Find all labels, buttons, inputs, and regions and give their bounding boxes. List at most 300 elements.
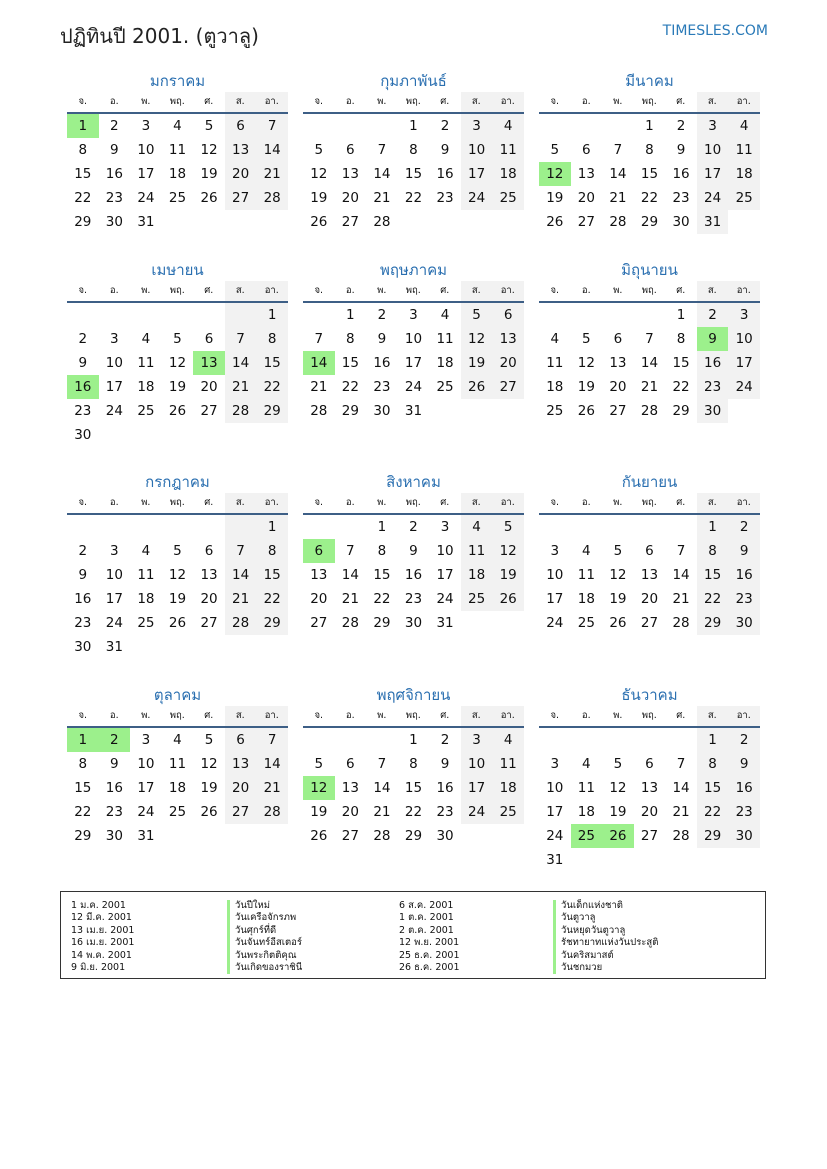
weekday-label: ส.: [697, 493, 729, 513]
day-cell: 21: [640, 379, 659, 395]
day-cell: 21: [256, 162, 288, 186]
weekday-label: ศ.: [676, 96, 686, 107]
month-name: สิงหาคม: [386, 473, 441, 491]
month-name: มิถุนายน: [621, 261, 678, 279]
weekday-label: พ.: [613, 285, 623, 296]
month-block: [67, 471, 288, 659]
day-cell: 20: [225, 162, 257, 186]
day-cell: 30: [105, 828, 123, 844]
empty-cell: [602, 515, 634, 539]
weekday-header: [67, 706, 288, 728]
empty-cell: [571, 848, 603, 872]
day-cell: 19: [310, 190, 328, 206]
legend-date: 6 ส.ค. 2001: [399, 900, 454, 911]
empty-cell: [67, 515, 99, 539]
day-cell: 16: [697, 351, 729, 375]
day-cell: 30: [105, 214, 123, 230]
legend-dates-left: [71, 900, 134, 974]
weekday-label: จ.: [550, 497, 560, 508]
weekday-label: อ.: [581, 497, 591, 508]
day-cell: 18: [137, 379, 155, 395]
weekday-label: อ.: [345, 96, 355, 107]
day-cell: 13: [341, 780, 359, 796]
day-cell: 22: [256, 375, 288, 399]
day-cell: 10: [137, 756, 155, 772]
weekday-label: ส.: [697, 92, 729, 112]
day-cell: 26: [492, 587, 524, 611]
empty-cell: [571, 515, 603, 539]
day-cell: 14: [373, 166, 391, 182]
month-name: มกราคม: [149, 72, 206, 90]
weekday-label: พฤ.: [641, 285, 657, 296]
legend-date: 12 มี.ค. 2001: [71, 912, 132, 924]
day-cell: 2: [99, 728, 131, 752]
day-cell: 6: [582, 142, 591, 158]
weekday-label: พ.: [141, 285, 151, 296]
day-cell: 2: [676, 118, 686, 134]
weekday-label: อา.: [492, 706, 524, 726]
day-cell: 23: [74, 403, 92, 419]
day-cell: 4: [173, 118, 182, 134]
month-block: [67, 684, 288, 848]
day-cell: 19: [200, 780, 218, 796]
day-cell: 25: [546, 403, 564, 419]
empty-cell: [225, 423, 257, 447]
legend-names-left: [227, 900, 302, 974]
day-cell: 8: [256, 327, 288, 351]
empty-cell: [492, 611, 524, 635]
day-cell: 19: [461, 351, 493, 375]
weekday-label: พฤ.: [169, 710, 185, 721]
legend-dates-right: [399, 900, 460, 974]
month-name: กรกฎาคม: [145, 473, 210, 491]
day-cell: 12: [168, 567, 187, 583]
month-block: [67, 70, 288, 234]
day-cell: 3: [550, 543, 560, 559]
day-cell: 7: [676, 756, 686, 772]
day-cell: 26: [602, 824, 634, 848]
empty-cell: [335, 515, 367, 539]
weekday-label: พ.: [377, 497, 387, 508]
weekday-label: อ.: [581, 710, 591, 721]
day-cell: 28: [640, 403, 659, 419]
day-cell: 4: [141, 331, 151, 347]
day-cell: 20: [310, 591, 328, 607]
weekday-label: อ.: [109, 285, 119, 296]
day-cell: 18: [728, 162, 760, 186]
legend-date: 9 มิ.ย. 2001: [71, 961, 126, 973]
empty-cell: [193, 515, 225, 539]
day-cell: 10: [404, 331, 423, 347]
weekday-label: ส.: [225, 281, 257, 301]
empty-cell: [634, 303, 666, 327]
day-cell: 27: [640, 615, 659, 631]
day-cell: 29: [373, 615, 391, 631]
day-grid: [303, 515, 524, 635]
day-cell: 1: [67, 728, 99, 752]
day-cell: 12: [310, 166, 328, 182]
legend-holiday-name: วันตูวาลู: [553, 912, 658, 924]
month-block: [539, 471, 760, 635]
day-cell: 10: [436, 543, 454, 559]
day-cell: 14: [373, 780, 391, 796]
day-cell: 28: [310, 403, 328, 419]
weekday-label: ส.: [225, 706, 257, 726]
day-cell: 8: [676, 331, 686, 347]
day-grid: [539, 728, 760, 872]
day-cell: 12: [461, 327, 493, 351]
day-cell: 14: [672, 780, 690, 796]
day-cell: 20: [609, 379, 627, 395]
day-cell: 2: [697, 303, 729, 327]
day-grid: [539, 114, 760, 234]
day-cell: 29: [256, 611, 288, 635]
day-cell: 3: [141, 118, 151, 134]
day-cell: 23: [672, 190, 690, 206]
day-cell: 27: [577, 214, 595, 230]
day-cell: 5: [173, 331, 182, 347]
empty-cell: [193, 423, 225, 447]
day-cell: 16: [74, 591, 92, 607]
day-cell: 13: [640, 567, 659, 583]
empty-cell: [461, 210, 493, 234]
legend-date: 26 ธ.ค. 2001: [399, 961, 460, 973]
weekday-label: อา.: [256, 493, 288, 513]
day-cell: 5: [173, 543, 182, 559]
weekday-header: [303, 493, 524, 515]
day-cell: 31: [137, 828, 155, 844]
day-cell: 17: [105, 591, 123, 607]
day-cell: 27: [341, 828, 359, 844]
day-cell: 4: [141, 543, 151, 559]
day-cell: 31: [546, 852, 564, 868]
day-cell: 2: [440, 732, 450, 748]
day-cell: 8: [409, 142, 418, 158]
day-cell: 25: [492, 186, 524, 210]
day-cell: 30: [74, 427, 92, 443]
day-cell: 28: [341, 615, 359, 631]
empty-cell: [193, 824, 225, 848]
day-cell: 11: [577, 780, 595, 796]
empty-cell: [602, 848, 634, 872]
day-cell: 17: [105, 379, 123, 395]
weekday-label: พฤ.: [641, 96, 657, 107]
empty-cell: [256, 423, 288, 447]
day-cell: 7: [346, 543, 355, 559]
day-cell: 26: [546, 214, 564, 230]
day-cell: 18: [461, 563, 493, 587]
day-cell: 5: [582, 331, 591, 347]
day-cell: 24: [105, 615, 123, 631]
weekday-label: อ.: [109, 710, 119, 721]
day-cell: 3: [697, 114, 729, 138]
day-cell: 28: [672, 615, 690, 631]
legend-holiday-name: วันชกมวย: [553, 962, 658, 974]
day-cell: 18: [436, 355, 454, 371]
day-cell: 12: [200, 756, 218, 772]
day-cell: 19: [492, 563, 524, 587]
day-cell: 29: [672, 403, 690, 419]
empty-cell: [193, 210, 225, 234]
day-cell: 11: [492, 752, 524, 776]
day-cell: 24: [105, 403, 123, 419]
day-cell: 4: [582, 756, 591, 772]
day-cell: 21: [256, 776, 288, 800]
day-cell: 7: [314, 331, 324, 347]
day-cell: 6: [613, 331, 623, 347]
weekday-header: [539, 92, 760, 114]
day-cell: 18: [577, 804, 595, 820]
month-name: ตุลาคม: [153, 686, 202, 704]
day-cell: 26: [200, 190, 218, 206]
day-cell: 23: [697, 375, 729, 399]
day-cell: 25: [577, 615, 595, 631]
weekday-label: ศ.: [204, 710, 214, 721]
day-cell: 5: [314, 142, 324, 158]
weekday-label: อา.: [492, 92, 524, 112]
day-cell: 22: [373, 591, 391, 607]
weekday-label: ศ.: [676, 497, 686, 508]
day-cell: 23: [404, 591, 423, 607]
day-cell: 17: [546, 804, 564, 820]
day-cell: 12: [303, 776, 335, 800]
day-cell: 24: [461, 186, 493, 210]
day-cell: 18: [492, 162, 524, 186]
day-cell: 20: [341, 804, 359, 820]
legend-date: 14 พ.ค. 2001: [71, 949, 132, 961]
day-cell: 29: [74, 214, 92, 230]
brand-link[interactable]: TIMESLES.COM: [662, 23, 768, 39]
weekday-label: ศ.: [676, 285, 686, 296]
day-cell: 28: [256, 186, 288, 210]
day-cell: 21: [341, 591, 359, 607]
day-cell: 24: [137, 804, 155, 820]
day-cell: 30: [697, 399, 729, 423]
weekday-label: พ.: [141, 96, 151, 107]
day-cell: 10: [697, 138, 729, 162]
day-cell: 30: [404, 615, 423, 631]
weekday-label: ศ.: [204, 96, 214, 107]
empty-cell: [256, 824, 288, 848]
day-cell: 4: [582, 543, 591, 559]
weekday-header: [67, 281, 288, 303]
day-cell: 7: [613, 142, 623, 158]
empty-cell: [539, 728, 571, 752]
weekday-label: ศ.: [204, 285, 214, 296]
weekday-label: พฤ.: [641, 710, 657, 721]
day-cell: 10: [728, 327, 760, 351]
day-cell: 17: [461, 162, 493, 186]
day-cell: 29: [697, 824, 729, 848]
empty-cell: [492, 210, 524, 234]
day-cell: 8: [78, 756, 88, 772]
day-cell: 25: [571, 824, 603, 848]
weekday-label: จ.: [550, 285, 560, 296]
empty-cell: [225, 515, 257, 539]
day-cell: 6: [204, 543, 214, 559]
day-cell: 2: [409, 519, 418, 535]
weekday-header: [539, 493, 760, 515]
day-cell: 25: [137, 615, 155, 631]
weekday-label: อา.: [728, 493, 760, 513]
day-cell: 2: [78, 543, 88, 559]
weekday-label: พ.: [377, 96, 387, 107]
day-cell: 28: [225, 611, 257, 635]
day-cell: 17: [546, 591, 564, 607]
day-cell: 15: [74, 166, 92, 182]
day-cell: 24: [728, 375, 760, 399]
day-cell: 6: [645, 756, 654, 772]
day-cell: 1: [256, 515, 288, 539]
day-cell: 11: [728, 138, 760, 162]
weekday-label: จ.: [314, 96, 324, 107]
day-cell: 15: [341, 355, 359, 371]
day-cell: 15: [404, 166, 423, 182]
day-cell: 20: [492, 351, 524, 375]
day-cell: 9: [78, 567, 88, 583]
day-cell: 11: [492, 138, 524, 162]
weekday-label: อ.: [109, 96, 119, 107]
empty-cell: [461, 824, 493, 848]
day-cell: 23: [105, 804, 123, 820]
month-block: [303, 471, 524, 635]
day-cell: 16: [105, 166, 123, 182]
day-cell: 1: [409, 732, 418, 748]
day-cell: 24: [546, 615, 564, 631]
legend-date: 13 เม.ย. 2001: [71, 924, 135, 936]
day-cell: 14: [256, 752, 288, 776]
day-cell: 3: [440, 519, 450, 535]
day-cell: 26: [168, 403, 187, 419]
day-cell: 10: [461, 752, 493, 776]
weekday-label: ส.: [697, 706, 729, 726]
day-cell: 8: [256, 539, 288, 563]
day-cell: 1: [346, 307, 355, 323]
day-cell: 28: [256, 800, 288, 824]
weekday-label: ศ.: [676, 710, 686, 721]
legend-date: 16 เม.ย. 2001: [71, 937, 135, 949]
day-cell: 10: [105, 355, 123, 371]
day-cell: 6: [492, 303, 524, 327]
day-cell: 5: [204, 118, 214, 134]
day-cell: 9: [728, 752, 760, 776]
weekday-label: อ.: [345, 710, 355, 721]
day-cell: 15: [697, 563, 729, 587]
empty-cell: [225, 824, 257, 848]
day-cell: 16: [728, 563, 760, 587]
weekday-label: พฤ.: [405, 285, 421, 296]
day-cell: 12: [200, 142, 218, 158]
weekday-label: อ.: [345, 285, 355, 296]
day-cell: 15: [640, 166, 659, 182]
day-cell: 1: [676, 307, 686, 323]
empty-cell: [193, 303, 225, 327]
day-cell: 18: [168, 166, 187, 182]
day-grid: [303, 114, 524, 234]
day-cell: 26: [310, 828, 328, 844]
day-cell: 25: [492, 800, 524, 824]
weekday-label: อา.: [728, 706, 760, 726]
legend-holiday-name: วันจันทร์อีสเตอร์: [227, 937, 302, 949]
weekday-label: ส.: [697, 281, 729, 301]
day-cell: 20: [225, 776, 257, 800]
day-cell: 30: [436, 828, 454, 844]
day-cell: 16: [728, 776, 760, 800]
empty-cell: [461, 399, 493, 423]
day-cell: 24: [546, 828, 564, 844]
weekday-label: อา.: [728, 92, 760, 112]
day-cell: 20: [341, 190, 359, 206]
day-cell: 16: [436, 166, 454, 182]
weekday-label: พฤ.: [169, 96, 185, 107]
empty-cell: [571, 303, 603, 327]
day-cell: 18: [492, 776, 524, 800]
day-cell: 9: [697, 327, 729, 351]
day-cell: 4: [440, 307, 450, 323]
day-cell: 3: [461, 114, 493, 138]
day-grid: [67, 515, 288, 659]
empty-cell: [539, 303, 571, 327]
day-cell: 6: [303, 539, 335, 563]
day-cell: 9: [78, 355, 88, 371]
day-cell: 17: [697, 162, 729, 186]
day-cell: 28: [609, 214, 627, 230]
day-cell: 1: [256, 303, 288, 327]
day-cell: 29: [256, 399, 288, 423]
day-cell: 23: [373, 379, 391, 395]
day-cell: 8: [645, 142, 654, 158]
weekday-label: ส.: [461, 706, 493, 726]
day-cell: 14: [672, 567, 690, 583]
weekday-label: ส.: [225, 493, 257, 513]
empty-cell: [162, 515, 194, 539]
day-cell: 6: [225, 114, 257, 138]
day-cell: 11: [137, 355, 155, 371]
legend-holiday-name: วันพระกิตติคุณ: [227, 950, 302, 962]
day-cell: 1: [697, 515, 729, 539]
month-name: มีนาคม: [625, 72, 674, 90]
day-cell: 2: [728, 728, 760, 752]
day-cell: 16: [67, 375, 99, 399]
day-cell: 11: [436, 331, 454, 347]
holiday-legend: [60, 891, 766, 979]
day-cell: 9: [377, 331, 387, 347]
month-block: [539, 684, 760, 872]
weekday-label: จ.: [78, 497, 88, 508]
day-cell: 22: [404, 190, 423, 206]
weekday-label: ศ.: [440, 96, 450, 107]
month-block: [303, 684, 524, 848]
day-cell: 26: [609, 615, 627, 631]
weekday-label: จ.: [550, 710, 560, 721]
day-cell: 4: [173, 732, 182, 748]
day-cell: 21: [373, 190, 391, 206]
day-grid: [303, 728, 524, 848]
empty-cell: [429, 210, 461, 234]
day-cell: 1: [377, 519, 387, 535]
day-cell: 30: [728, 611, 760, 635]
day-cell: 3: [550, 756, 560, 772]
day-cell: 11: [546, 355, 564, 371]
day-grid: [67, 114, 288, 234]
day-cell: 19: [609, 804, 627, 820]
day-cell: 19: [168, 379, 187, 395]
day-cell: 8: [346, 331, 355, 347]
day-cell: 23: [728, 587, 760, 611]
empty-cell: [67, 303, 99, 327]
day-cell: 2: [78, 331, 88, 347]
day-cell: 25: [461, 587, 493, 611]
